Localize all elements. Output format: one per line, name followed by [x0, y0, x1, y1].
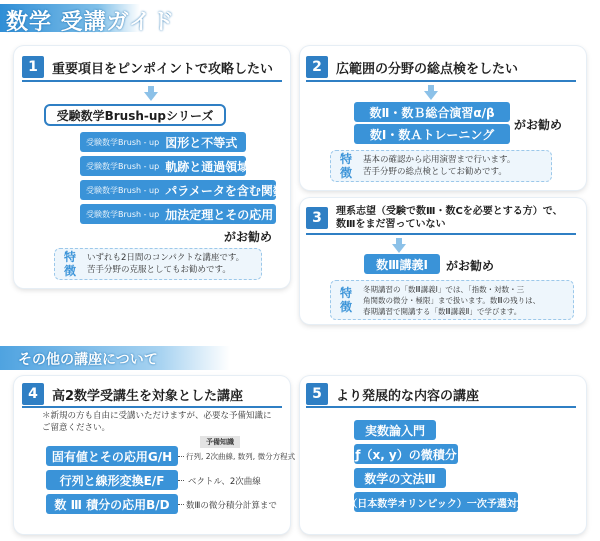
section-title: 重要項目をピンポイントで攻略したい	[52, 61, 274, 77]
section-number-badge: 5	[306, 383, 328, 405]
section-3-header	[306, 206, 328, 230]
section-underline	[306, 80, 576, 82]
course-button[interactable]	[80, 132, 246, 152]
section-2-header	[306, 55, 518, 79]
course-prefix: 受験数学Brush - up	[86, 137, 160, 147]
course-prefix: 受験数学Brush - up	[86, 161, 160, 171]
section-title: 広範囲の分野の総点検をしたい	[336, 61, 519, 77]
section-title-line: 理系志望（受験で数Ⅲ・数Cを必要とする方）で、	[336, 206, 563, 217]
notice-line: ＊新規の方も自由に受講いただけますが、必要な予備知識に	[42, 411, 272, 421]
feature-line: いずれも2日間のコンパクトな講座です。	[87, 253, 245, 263]
section-title	[336, 205, 563, 231]
course-button[interactable]	[354, 468, 446, 488]
section-underline	[22, 406, 282, 408]
feature-label: 特徴	[339, 152, 352, 180]
course-name: JMO（日本数学オリンピック）一次予選対策演習	[325, 498, 547, 510]
arrow-down-icon	[424, 91, 438, 100]
course-prefix: 受験数学Brush - up	[86, 209, 160, 219]
feature-line: 苦手分野の総点検としてお勧めです。	[363, 167, 507, 177]
course-name: 数Ⅱ・数Ｂ総合演習α/β	[369, 105, 495, 120]
feature-label: 特徴	[339, 286, 352, 314]
course-button[interactable]	[354, 444, 458, 464]
dotted-leader	[178, 504, 184, 505]
arrow-down-icon	[144, 92, 158, 101]
course-prefix: 受験数学Brush - up	[86, 185, 160, 195]
section-title-line: 数Ⅲをまだ習っていない	[336, 219, 446, 230]
course-button[interactable]	[46, 470, 178, 490]
section-title: 高2数学受講生を対象とした講座	[52, 388, 244, 404]
feature-line: 角関数の微分・極限」まで扱います。数Ⅲの残りは、	[363, 295, 541, 305]
page-title: 数学 受講ガイド	[6, 10, 175, 35]
section-underline	[22, 80, 282, 82]
feature-box	[330, 150, 552, 182]
feature-text	[363, 284, 540, 317]
other-courses-title: その他の講座について	[18, 352, 158, 368]
dotted-leader	[178, 456, 184, 457]
course-name: 数 Ⅲ 積分の応用B/D	[54, 497, 170, 512]
course-button[interactable]	[354, 124, 510, 144]
course-name: 軌跡と通過領域	[165, 159, 250, 174]
section-1-header	[22, 55, 273, 79]
feature-box	[54, 248, 262, 280]
course-name: 数Ⅰ・数Ａトレーニング	[369, 127, 495, 142]
course-name: 実数論入門	[364, 423, 425, 438]
prereq-text: 行列, 2次曲線, 数列, 微分方程式	[186, 452, 296, 461]
section-number-badge: 3	[306, 207, 328, 229]
section-4-header	[22, 382, 243, 406]
section-number-badge: 4	[22, 383, 44, 405]
notice-text	[42, 410, 272, 434]
feature-text	[87, 252, 244, 276]
course-name: 図形と不等式	[165, 135, 238, 150]
series-name-box: 受験数学Brush-upシリーズ	[44, 104, 226, 126]
course-name: 加法定理とその応用	[165, 207, 274, 222]
course-button[interactable]	[325, 492, 547, 512]
feature-label: 特徴	[63, 250, 76, 278]
section-number-badge: 1	[22, 56, 44, 78]
prereq-header: 予備知識	[200, 436, 240, 448]
course-name: 行列と線形変換E/F	[59, 473, 165, 488]
course-name: 数Ⅲ講義Ⅰ	[376, 257, 428, 272]
course-button[interactable]	[46, 446, 178, 466]
section-underline	[306, 406, 576, 408]
recommend-text: がお勧め	[446, 259, 495, 273]
course-name: パラメータを含む関数	[165, 183, 285, 198]
section-number-badge: 2	[306, 56, 328, 78]
course-button[interactable]	[354, 102, 510, 122]
feature-line: 苦手分野の克服としてもお勧めです。	[87, 265, 231, 275]
course-button[interactable]	[80, 204, 276, 224]
feature-box	[330, 280, 574, 320]
course-name: 固有値とその応用G/H	[51, 449, 173, 464]
recommend-text: がお勧め	[224, 230, 273, 244]
section-title: より発展的な内容の講座	[336, 388, 480, 404]
feature-line: 冬期講習の「数Ⅲ講義Ⅰ」では、「指数・対数・三	[363, 284, 525, 294]
course-button[interactable]	[80, 180, 285, 200]
course-button[interactable]	[80, 156, 250, 176]
prereq-text: 数Ⅲの微分積分計算まで	[186, 501, 277, 511]
section-underline	[306, 233, 576, 235]
prereq-text: ベクトル、2次曲線	[188, 477, 261, 487]
course-button[interactable]	[354, 420, 436, 440]
dotted-leader	[178, 480, 184, 481]
arrow-down-icon	[392, 244, 406, 253]
course-button[interactable]	[364, 254, 440, 274]
notice-line: ご留意ください。	[42, 423, 111, 433]
other-courses-header	[0, 345, 600, 371]
feature-line: 春期講習で開講する「数Ⅲ講義Ⅱ」で学びます。	[363, 306, 522, 316]
title-bar	[0, 0, 600, 36]
feature-line: 基本の確認から応用演習まで行います。	[363, 155, 516, 165]
feature-text	[363, 154, 515, 178]
section-5-header	[306, 382, 479, 406]
course-name: ƒ（x, y）の微積分	[355, 447, 457, 462]
course-name: 数学の文法Ⅲ	[364, 471, 436, 486]
course-button[interactable]	[46, 494, 178, 514]
recommend-text: がお勧め	[514, 118, 563, 132]
